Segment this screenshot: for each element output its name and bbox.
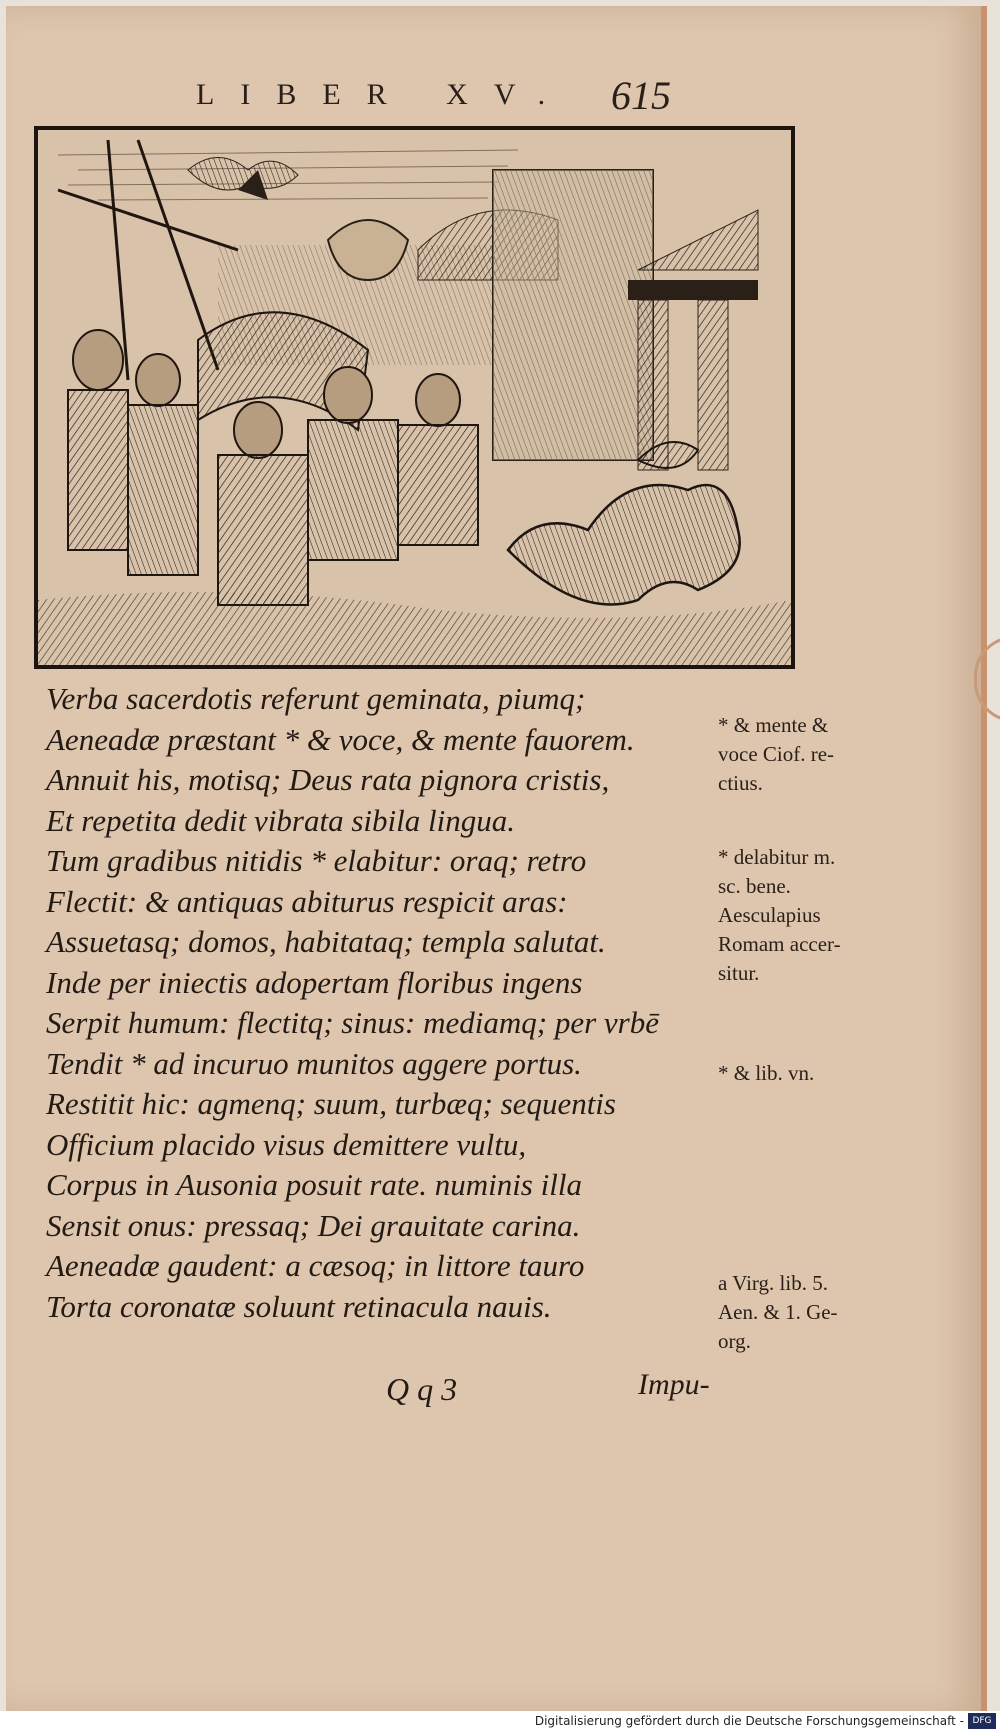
note-line: a Virg. lib. 5.: [718, 1271, 828, 1295]
note-line: org.: [718, 1329, 751, 1353]
note-line: Aesculapius: [718, 903, 821, 927]
verse-line: Assuetasq; domos, habitataq; templa salutat.: [46, 924, 606, 959]
marginal-note: [718, 1059, 958, 1088]
verse-line: Tendit * ad incuruo munitos aggere portus.: [46, 1045, 582, 1081]
note-line: sc. bene.: [718, 874, 791, 898]
marginal-note: [718, 843, 958, 988]
verse-line: Aeneadæ gaudent: a cæsoq; in littore tauro: [46, 1248, 585, 1283]
note-line: * & mente &: [718, 713, 829, 737]
footer-credit: Digitalisierung gefördert durch die Deutsche Forschungsgemeinschaft -: [534, 1714, 964, 1728]
verse-line: Torta coronatæ soluunt retinacula nauis.: [46, 1288, 552, 1324]
dfg-logo: DFG: [968, 1713, 996, 1729]
note-line: situr.: [718, 961, 760, 985]
verse-line: Officium placido visus demittere vultu,: [46, 1126, 527, 1162]
note-line: * & lib. vn.: [718, 1061, 815, 1085]
marginal-note: [718, 711, 958, 798]
verse-line: Aeneadæ præstant * & voce, & mente fauorem.: [46, 721, 635, 757]
signature-mark: Q q 3: [386, 1371, 458, 1407]
verse-text: [46, 681, 726, 1329]
book-title: LIBER XV.: [196, 78, 572, 111]
note-line: * delabitur m.: [718, 845, 836, 869]
page-number: 615: [611, 73, 671, 118]
verse-line: Annuit his, motisq; Deus rata pignora cristis,: [46, 762, 610, 797]
verse-line: Serpit humum: flectitq; sinus: mediamq; per vrbē: [46, 1005, 659, 1040]
verse-line: Verba sacerdotis referunt geminata, piumq;: [46, 681, 586, 716]
note-line: Romam accer-: [718, 932, 841, 956]
woodcut-illustration: [34, 126, 795, 669]
note-line: ctius.: [718, 771, 763, 795]
verse-line: Inde per iniectis adopertam floribus ingens: [46, 964, 583, 1000]
marginal-note: [718, 1269, 958, 1356]
page-edge-curve: [974, 636, 1000, 722]
note-line: Aen. & 1. Ge-: [718, 1300, 838, 1324]
digitization-footer: [0, 1711, 1000, 1733]
catchword: Impu-: [638, 1368, 710, 1401]
verse-line: Sensit onus: pressaq; Dei grauitate carina.: [46, 1207, 581, 1243]
book-page: [6, 6, 987, 1714]
verse-line: Tum gradibus nitidis * elabitur: oraq; retro: [46, 843, 587, 878]
running-head: [6, 73, 981, 128]
note-line: voce Ciof. re-: [718, 742, 835, 766]
woodcut-scene-image: [38, 130, 791, 665]
verse-line: Et repetita dedit vibrata sibila lingua.: [46, 802, 515, 838]
verse-line: Corpus in Ausonia posuit rate. numinis illa: [46, 1167, 582, 1202]
verse-line: Flectit: & antiquas abiturus respicit aras:: [46, 883, 568, 919]
verse-line: Restitit hic: agmenq; suum, turbæq; sequentis: [46, 1086, 616, 1121]
